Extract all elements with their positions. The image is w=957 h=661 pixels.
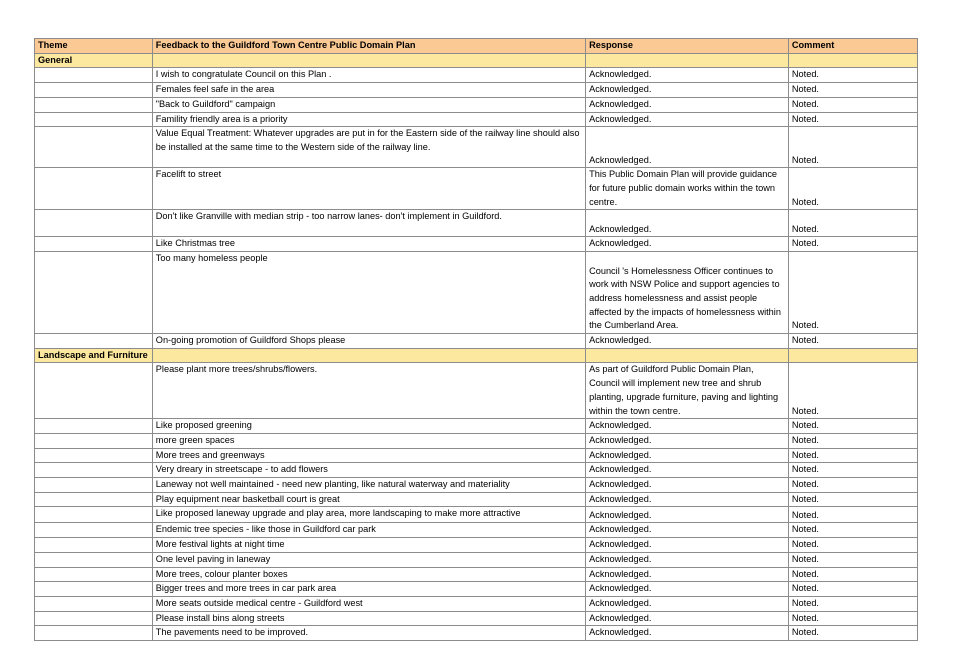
response-cell[interactable] (586, 83, 789, 98)
feedback-cell[interactable] (152, 68, 585, 83)
table-row (35, 478, 918, 493)
feedback-cell[interactable] (152, 582, 585, 597)
comment-cell[interactable] (788, 478, 917, 493)
feedback-cell-text: Very dreary in streetscape - to add flowers (155, 464, 328, 475)
comment-cell[interactable] (788, 567, 917, 582)
feedback-cell[interactable] (152, 433, 585, 448)
comment-cell-text: Noted. (791, 335, 819, 346)
feedback-cell[interactable] (152, 83, 585, 98)
header-theme[interactable]: Theme (35, 39, 153, 54)
comment-cell[interactable] (788, 538, 917, 553)
response-cell[interactable] (586, 168, 789, 210)
response-cell[interactable] (586, 523, 789, 538)
header-comment[interactable]: Comment (788, 39, 917, 54)
response-cell[interactable] (586, 492, 789, 507)
feedback-cell[interactable] (152, 334, 585, 349)
feedback-cell[interactable] (152, 611, 585, 626)
table-row (35, 210, 918, 237)
response-cell[interactable] (586, 582, 789, 597)
feedback-cell-text: Endemic tree species - like those in Guildford car park (155, 524, 376, 535)
response-cell[interactable] (586, 252, 789, 334)
feedback-cell-text: More trees, colour planter boxes (155, 568, 288, 579)
comment-cell-text: Noted. (791, 627, 819, 638)
table-row (35, 112, 918, 127)
comment-cell[interactable] (788, 433, 917, 448)
table-row (35, 448, 918, 463)
response-cell-text: Acknowledged. (589, 223, 652, 234)
response-cell-text: Acknowledged. (589, 434, 652, 445)
comment-cell[interactable] (788, 210, 917, 237)
section-cell-empty[interactable] (586, 348, 789, 363)
theme-cell[interactable] (35, 127, 153, 168)
comment-cell[interactable] (788, 97, 917, 112)
response-cell-text: Acknowledged. (589, 69, 652, 80)
theme-cell[interactable] (35, 523, 153, 538)
response-cell-text: Acknowledged. (589, 553, 652, 564)
section-cell-empty[interactable] (788, 53, 917, 68)
feedback-cell-text: Play equipment near basketball court is great (155, 493, 340, 504)
comment-cell[interactable] (788, 68, 917, 83)
theme-cell[interactable] (35, 507, 153, 523)
comment-cell[interactable] (788, 168, 917, 210)
response-cell-text: Council 's Homelessness Officer continues to work with NSW Police and support agencies to address homelessness and assist people affected by the impacts of homelessness within the Cumberland Area. (589, 265, 781, 331)
comment-cell[interactable] (788, 492, 917, 507)
response-cell-text: Acknowledged. (589, 524, 652, 535)
response-cell[interactable] (586, 567, 789, 582)
table-row (35, 463, 918, 478)
feedback-cell-text: Please install bins along streets (155, 612, 285, 623)
feedback-cell[interactable] (152, 463, 585, 478)
table-row (35, 626, 918, 641)
theme-cell[interactable] (35, 448, 153, 463)
feedback-cell-text: Females feel safe in the area (155, 84, 275, 95)
table-row (35, 334, 918, 349)
theme-cell[interactable] (35, 419, 153, 434)
feedback-cell-text: Like proposed laneway upgrade and play area, more landscaping to make more attractive (155, 508, 521, 519)
feedback-cell[interactable] (152, 97, 585, 112)
theme-cell[interactable] (35, 168, 153, 210)
feedback-cell-text: "Back to Guildford" campaign (155, 98, 276, 109)
comment-cell-text: Noted. (791, 612, 819, 623)
response-cell[interactable] (586, 419, 789, 434)
feedback-cell-text: Famility friendly area is a priority (155, 113, 288, 124)
feedback-cell[interactable] (152, 448, 585, 463)
theme-cell[interactable] (35, 83, 153, 98)
theme-cell[interactable] (35, 252, 153, 334)
comment-cell-text: Noted. (791, 509, 819, 520)
table-row (35, 433, 918, 448)
section-row (35, 348, 918, 363)
comment-cell[interactable] (788, 552, 917, 567)
response-cell-text: Acknowledged. (589, 612, 652, 623)
comment-cell-text: Noted. (791, 597, 819, 608)
response-cell-text: Acknowledged. (589, 627, 652, 638)
response-cell-text: Acknowledged. (589, 493, 652, 504)
response-cell-text: Acknowledged. (589, 335, 652, 346)
comment-cell-text: Noted. (791, 223, 819, 234)
feedback-cell-text: Value Equal Treatment: Whatever upgrades are put in for the Eastern side of the railway line should also be installed at the same time to the Western side of the railway line. (155, 128, 580, 152)
response-cell-text: Acknowledged. (589, 464, 652, 475)
response-cell[interactable] (586, 626, 789, 641)
section-title[interactable]: Landscape and Furniture (35, 348, 153, 363)
section-cell-empty[interactable] (152, 348, 585, 363)
response-cell[interactable] (586, 433, 789, 448)
theme-cell[interactable] (35, 334, 153, 349)
table-row (35, 611, 918, 626)
theme-cell[interactable] (35, 478, 153, 493)
table-row (35, 97, 918, 112)
response-cell-text: Acknowledged. (589, 113, 652, 124)
comment-cell[interactable] (788, 83, 917, 98)
table-row (35, 363, 918, 419)
response-cell-text: Acknowledged. (589, 597, 652, 608)
theme-cell[interactable] (35, 433, 153, 448)
table-row (35, 68, 918, 83)
comment-cell-text: Noted. (791, 464, 819, 475)
comment-cell[interactable] (788, 448, 917, 463)
comment-cell[interactable] (788, 334, 917, 349)
comment-cell-text: Noted. (791, 154, 819, 165)
comment-cell-text: Noted. (791, 420, 819, 431)
response-cell[interactable] (586, 478, 789, 493)
response-cell-text: Acknowledged. (589, 98, 652, 109)
response-cell-text: Acknowledged. (589, 479, 652, 490)
comment-cell-text: Noted. (791, 320, 819, 331)
response-cell[interactable] (586, 112, 789, 127)
feedback-cell[interactable] (152, 112, 585, 127)
table-row (35, 83, 918, 98)
feedback-table (34, 38, 918, 641)
response-cell[interactable] (586, 97, 789, 112)
feedback-cell-text: Too many homeless people (155, 253, 268, 264)
comment-cell[interactable] (788, 523, 917, 538)
response-cell-text: Acknowledged. (589, 449, 652, 460)
table-row (35, 252, 918, 334)
comment-cell[interactable] (788, 507, 917, 523)
feedback-cell-text: Facelift to street (155, 169, 222, 180)
theme-cell[interactable] (35, 237, 153, 252)
table-row (35, 567, 918, 582)
response-cell[interactable] (586, 552, 789, 567)
table-row (35, 552, 918, 567)
response-cell[interactable] (586, 448, 789, 463)
feedback-cell-text: Like proposed greening (155, 420, 252, 431)
header-row (35, 39, 918, 54)
response-cell[interactable] (586, 210, 789, 237)
header-response[interactable]: Response (586, 39, 789, 54)
response-cell-text: Acknowledged. (589, 583, 652, 594)
response-cell-text: Acknowledged. (589, 84, 652, 95)
response-cell[interactable] (586, 68, 789, 83)
response-cell[interactable] (586, 463, 789, 478)
table-row (35, 419, 918, 434)
table-row (35, 127, 918, 168)
comment-cell[interactable] (788, 596, 917, 611)
feedback-cell[interactable] (152, 492, 585, 507)
response-cell-text: Acknowledged. (589, 509, 652, 520)
feedback-cell-text: The pavements need to be improved. (155, 627, 308, 638)
feedback-cell[interactable] (152, 507, 585, 523)
feedback-cell-text: More seats outside medical centre - Guildford west (155, 597, 363, 608)
feedback-cell-text: One level paving in laneway (155, 553, 271, 564)
section-cell-empty[interactable] (586, 53, 789, 68)
theme-cell[interactable] (35, 363, 153, 419)
comment-cell-text: Noted. (791, 479, 819, 490)
comment-cell[interactable] (788, 252, 917, 334)
theme-cell[interactable] (35, 112, 153, 127)
feedback-cell-text: Please plant more trees/shrubs/flowers. (155, 364, 318, 375)
table-row (35, 596, 918, 611)
comment-cell-text: Noted. (791, 196, 819, 207)
feedback-cell[interactable] (152, 552, 585, 567)
theme-cell[interactable] (35, 492, 153, 507)
response-cell-text: As part of Guildford Public Domain Plan, Council will implement new tree and shrub planting, upgrade furniture, paving and lighting within the town centre. (589, 364, 779, 416)
section-title[interactable]: General (35, 53, 153, 68)
comment-cell[interactable] (788, 237, 917, 252)
comment-cell-text: Noted. (791, 524, 819, 535)
comment-cell-text: Noted. (791, 113, 819, 124)
feedback-cell-text: Bigger trees and more trees in car park area (155, 583, 337, 594)
theme-cell[interactable] (35, 567, 153, 582)
comment-cell-text: Noted. (791, 98, 819, 109)
response-cell[interactable] (586, 611, 789, 626)
theme-cell[interactable] (35, 538, 153, 553)
comment-cell[interactable] (788, 611, 917, 626)
table-row (35, 237, 918, 252)
comment-cell-text: Noted. (791, 69, 819, 80)
response-cell-text: Acknowledged. (589, 154, 652, 165)
comment-cell[interactable] (788, 127, 917, 168)
table-body (35, 39, 918, 641)
comment-cell[interactable] (788, 112, 917, 127)
feedback-cell-text: more green spaces (155, 434, 235, 445)
feedback-cell[interactable] (152, 567, 585, 582)
response-cell-text: Acknowledged. (589, 420, 652, 431)
comment-cell-text: Noted. (791, 583, 819, 594)
feedback-cell[interactable] (152, 237, 585, 252)
comment-cell-text: Noted. (791, 539, 819, 550)
feedback-cell[interactable] (152, 478, 585, 493)
theme-cell[interactable] (35, 582, 153, 597)
response-cell[interactable] (586, 596, 789, 611)
feedback-cell-text: On-going promotion of Guildford Shops please (155, 335, 346, 346)
response-cell-text: Acknowledged. (589, 238, 652, 249)
comment-cell-text: Noted. (791, 84, 819, 95)
section-cell-empty[interactable] (788, 348, 917, 363)
comment-cell-text: Noted. (791, 434, 819, 445)
comment-cell[interactable] (788, 626, 917, 641)
response-cell[interactable] (586, 334, 789, 349)
comment-cell[interactable] (788, 363, 917, 419)
table-row (35, 523, 918, 538)
theme-cell[interactable] (35, 626, 153, 641)
theme-cell[interactable] (35, 97, 153, 112)
feedback-cell-text: I wish to congratulate Council on this Plan . (155, 69, 332, 80)
theme-cell[interactable] (35, 463, 153, 478)
comment-cell-text: Noted. (791, 405, 819, 416)
section-cell-empty[interactable] (152, 53, 585, 68)
header-feedback[interactable]: Feedback to the Guildford Town Centre Public Domain Plan (152, 39, 585, 54)
response-cell[interactable] (586, 363, 789, 419)
feedback-cell-text: Like Christmas tree (155, 238, 235, 249)
comment-cell-text: Noted. (791, 568, 819, 579)
response-cell-text: Acknowledged. (589, 539, 652, 550)
feedback-cell[interactable] (152, 252, 585, 334)
comment-cell-text: Noted. (791, 553, 819, 564)
feedback-cell[interactable] (152, 363, 585, 419)
comment-cell-text: Noted. (791, 238, 819, 249)
table-row (35, 168, 918, 210)
feedback-cell[interactable] (152, 419, 585, 434)
theme-cell[interactable] (35, 552, 153, 567)
feedback-cell[interactable] (152, 168, 585, 210)
feedback-cell[interactable] (152, 127, 585, 168)
table-row (35, 492, 918, 507)
feedback-cell[interactable] (152, 596, 585, 611)
feedback-cell-text: More festival lights at night time (155, 539, 285, 550)
table-row (35, 538, 918, 553)
feedback-cell[interactable] (152, 523, 585, 538)
response-cell[interactable] (586, 237, 789, 252)
response-cell[interactable] (586, 507, 789, 523)
feedback-cell-text: Don't like Granville with median strip - too narrow lanes- don't implement in Guildford. (155, 211, 502, 222)
response-cell-text: Acknowledged. (589, 568, 652, 579)
response-cell[interactable] (586, 127, 789, 168)
comment-cell-text: Noted. (791, 493, 819, 504)
theme-cell[interactable] (35, 611, 153, 626)
table-row (35, 507, 918, 523)
feedback-cell[interactable] (152, 210, 585, 237)
comment-cell-text: Noted. (791, 449, 819, 460)
response-cell[interactable] (586, 538, 789, 553)
table-row (35, 582, 918, 597)
comment-cell[interactable] (788, 582, 917, 597)
theme-cell[interactable] (35, 68, 153, 83)
theme-cell[interactable] (35, 596, 153, 611)
feedback-cell[interactable] (152, 538, 585, 553)
theme-cell[interactable] (35, 210, 153, 237)
feedback-cell-text: More trees and greenways (155, 449, 265, 460)
feedback-cell[interactable] (152, 626, 585, 641)
comment-cell[interactable] (788, 463, 917, 478)
comment-cell[interactable] (788, 419, 917, 434)
section-row (35, 53, 918, 68)
feedback-cell-text: Laneway not well maintained - need new planting, like natural waterway and materiality (155, 479, 510, 490)
response-cell-text: This Public Domain Plan will provide guidance for future public domain works within the town centre. (589, 169, 778, 207)
